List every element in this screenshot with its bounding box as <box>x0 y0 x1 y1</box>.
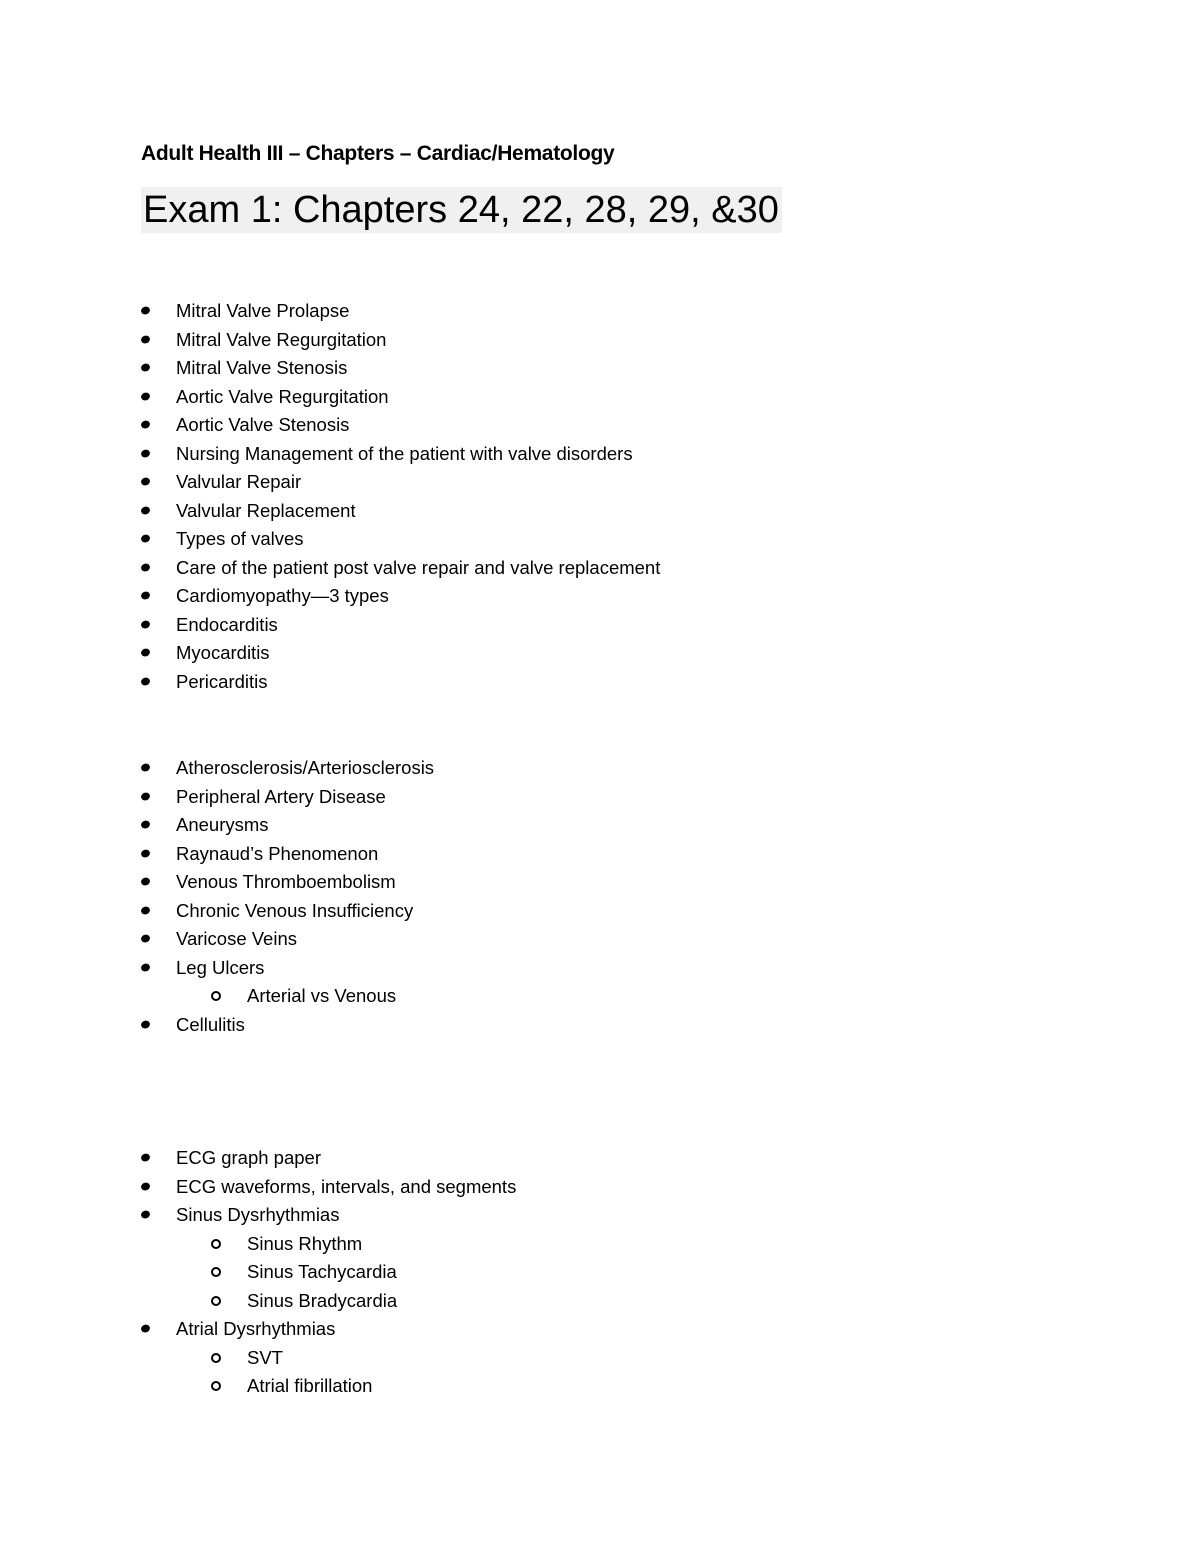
list-item-text: Nursing Management of the patient with valve disorders <box>176 442 633 464</box>
bullet-icon <box>140 791 151 801</box>
list-item-text: Varicose Veins <box>176 928 297 949</box>
list-item <box>0 468 1200 497</box>
list-item-text: Mitral Valve Prolapse <box>176 300 350 321</box>
list-item <box>0 1173 1200 1202</box>
list-item-text: Aortic Valve Stenosis <box>176 414 350 435</box>
hollow-bullet-icon <box>211 991 221 1001</box>
exam-heading: Exam 1: Chapters 24, 22, 28, 29, &30 <box>141 187 782 233</box>
list-item <box>0 639 1200 668</box>
list-item <box>0 668 1200 697</box>
sub-list-item <box>0 1230 1200 1259</box>
hollow-bullet-icon <box>211 1267 221 1277</box>
list-item <box>0 1201 1200 1230</box>
list-item-text: Venous Thromboembolism <box>176 871 396 892</box>
list-item-text: Valvular Repair <box>176 471 302 492</box>
hollow-bullet-icon <box>211 1239 221 1249</box>
list-item-text: Valvular Replacement <box>176 499 356 521</box>
bullet-icon <box>140 933 151 943</box>
list-item <box>0 611 1200 640</box>
list-item <box>0 297 1200 326</box>
bullet-icon <box>140 391 151 401</box>
list-item-text: Atherosclerosis/Arteriosclerosis <box>176 757 435 778</box>
bullet-icon <box>140 1181 151 1191</box>
list-item <box>0 840 1200 869</box>
list-item-text: Pericarditis <box>176 670 268 692</box>
list-item <box>0 925 1200 954</box>
bullet-icon <box>140 590 151 600</box>
bullet-icon <box>140 448 151 458</box>
bullet-icon <box>140 505 151 515</box>
list-item-text: Cardiomyopathy—3 types <box>176 585 389 606</box>
list-item <box>0 411 1200 440</box>
bullet-icon <box>140 476 151 486</box>
list-item <box>0 783 1200 812</box>
list-item-text: Sinus Dysrhythmias <box>176 1204 340 1225</box>
list-item-text: Endocarditis <box>176 613 278 635</box>
list-item-text: Aneurysms <box>176 814 269 835</box>
bullet-icon <box>140 362 151 372</box>
list-item-text: Arterial vs Venous <box>247 985 397 1006</box>
list-item-text: Atrial Dysrhythmias <box>176 1318 336 1339</box>
topic-list-vascular <box>0 754 1200 1039</box>
bullet-icon <box>140 533 151 543</box>
bullet-icon <box>140 419 151 429</box>
sub-list-item <box>0 1344 1200 1373</box>
sub-list-item <box>0 1258 1200 1287</box>
list-item-text: Mitral Valve Regurgitation <box>176 328 387 350</box>
hollow-bullet-icon <box>211 1296 221 1306</box>
bullet-icon <box>140 647 151 657</box>
list-item <box>0 1315 1200 1344</box>
list-item-text: Chronic Venous Insufficiency <box>176 899 414 921</box>
list-item-text: ECG waveforms, intervals, and segments <box>176 1175 517 1197</box>
bullet-icon <box>140 876 151 886</box>
sub-list-item <box>0 1372 1200 1401</box>
list-item-text: Atrial fibrillation <box>247 1375 373 1396</box>
topic-list-valves <box>0 297 1200 696</box>
list-item <box>0 1144 1200 1173</box>
list-item <box>0 326 1200 355</box>
list-item-text: Raynaud’s Phenomenon <box>176 842 379 864</box>
sub-list-item <box>0 1287 1200 1316</box>
list-item <box>0 554 1200 583</box>
list-item <box>0 897 1200 926</box>
sub-list-item <box>0 982 1200 1011</box>
hollow-bullet-icon <box>211 1353 221 1363</box>
list-item <box>0 525 1200 554</box>
bullet-icon <box>140 1152 151 1162</box>
list-item-text: Myocarditis <box>176 642 270 663</box>
bullet-icon <box>140 819 151 829</box>
document-title: Adult Health III – Chapters – Cardiac/Hematology <box>141 142 615 165</box>
list-item-text: Aortic Valve Regurgitation <box>176 385 389 407</box>
bullet-icon <box>140 1323 151 1333</box>
list-item <box>0 868 1200 897</box>
bullet-icon <box>140 334 151 344</box>
list-item-text: Sinus Bradycardia <box>247 1289 398 1311</box>
bullet-icon <box>140 962 151 972</box>
list-item <box>0 754 1200 783</box>
bullet-icon <box>140 848 151 858</box>
list-item <box>0 811 1200 840</box>
list-item <box>0 582 1200 611</box>
list-item <box>0 954 1200 983</box>
list-item-text: ECG graph paper <box>176 1147 322 1168</box>
topic-list-ecg <box>0 1144 1200 1401</box>
bullet-icon <box>140 305 151 315</box>
list-item <box>0 354 1200 383</box>
list-item-text: Types of valves <box>176 528 304 549</box>
list-item-text: SVT <box>247 1346 283 1368</box>
list-item <box>0 383 1200 412</box>
list-item-text: Sinus Tachycardia <box>247 1261 397 1282</box>
list-item <box>0 497 1200 526</box>
list-item <box>0 440 1200 469</box>
list-item-text: Peripheral Artery Disease <box>176 785 386 807</box>
bullet-icon <box>140 619 151 629</box>
bullet-icon <box>140 562 151 572</box>
list-item-text: Leg Ulcers <box>176 956 265 978</box>
bullet-icon <box>140 676 151 686</box>
hollow-bullet-icon <box>211 1381 221 1391</box>
list-item-text: Sinus Rhythm <box>247 1232 363 1254</box>
bullet-icon <box>140 762 151 772</box>
list-item-text: Care of the patient post valve repair and valve replacement <box>176 556 661 578</box>
bullet-icon <box>140 905 151 915</box>
bullet-icon <box>140 1019 151 1029</box>
list-item-text: Cellulitis <box>176 1013 245 1035</box>
bullet-icon <box>140 1209 151 1219</box>
list-item-text: Mitral Valve Stenosis <box>176 357 348 378</box>
list-item <box>0 1011 1200 1040</box>
